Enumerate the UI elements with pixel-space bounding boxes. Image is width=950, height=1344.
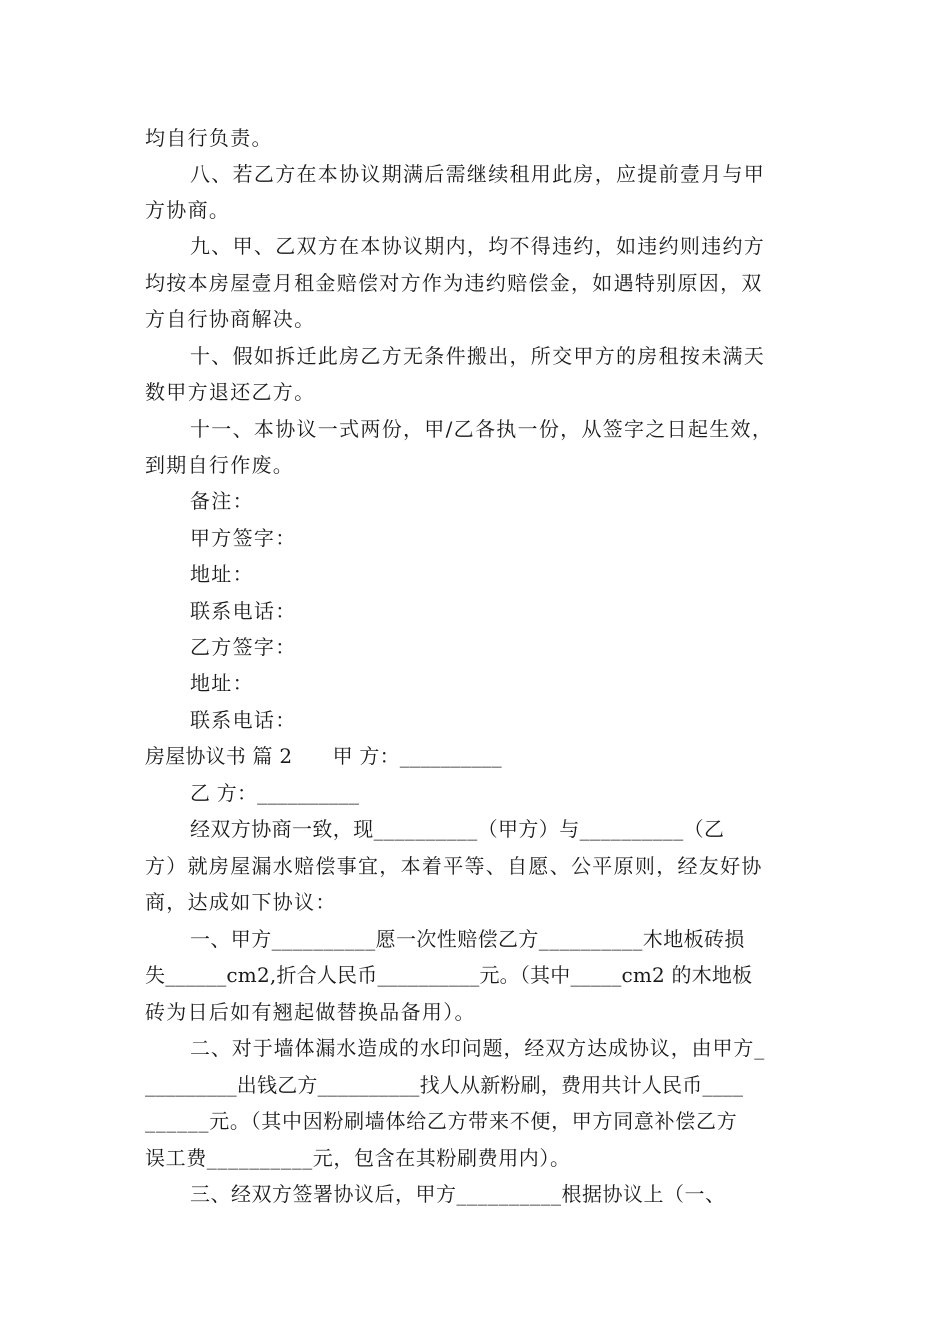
- text-line: ______元。（其中因粉刷墙体给乙方带来不便，甲方同意补偿乙方: [145, 1109, 738, 1133]
- text-line: 三、经双方签署协议后，甲方__________根据协议上（一、: [190, 1182, 726, 1206]
- text-line: 九、甲、乙双方在本协议期内，均不得违约，如违约则违约方: [190, 234, 766, 258]
- text-line: 数甲方退还乙方。: [145, 380, 316, 404]
- text-line: 砖为日后如有翘起做替换品备用）。: [145, 1000, 476, 1024]
- text-line: 均按本房屋壹月租金赔偿对方作为违约赔偿金，如遇特别原因，双: [145, 271, 763, 295]
- text-line: 方协商。: [145, 198, 231, 222]
- field-label-party-b-signature: 乙方签字：: [190, 635, 297, 659]
- text-line: 经双方协商一致，现__________（甲方）与__________（乙: [190, 817, 725, 841]
- field-label-phone: 联系电话：: [190, 599, 297, 623]
- text-line: 商，达成如下协议：: [145, 890, 337, 914]
- text-line: 十、假如拆迁此房乙方无条件搬出，所交甲方的房租按未满天: [190, 344, 766, 368]
- text-line: 误工费__________元，包含在其粉刷费用内）。: [145, 1146, 571, 1170]
- text-line: 方）就房屋漏水赔偿事宜，本着平等、自愿、公平原则，经友好协: [145, 854, 763, 878]
- text-line: 均自行负责。: [145, 126, 273, 150]
- text-line: 八、若乙方在本协议期满后需继续租用此房，应提前壹月与甲: [190, 162, 766, 186]
- text-line: _________出钱乙方__________找人从新粉刷，费用共计人民币____: [145, 1073, 744, 1097]
- text-line: 乙 方：__________: [190, 781, 360, 805]
- field-label-party-a-signature: 甲方签字：: [190, 526, 297, 550]
- section-heading: 房屋协议书 篇 2 甲 方：__________: [145, 744, 502, 768]
- field-label-address: 地址：: [190, 671, 254, 695]
- text-line: 到期自行作废。: [145, 453, 295, 477]
- field-label-notes: 备注：: [190, 489, 254, 513]
- text-line: 二、对于墙体漏水造成的水印问题，经双方达成协议，由甲方_: [190, 1036, 766, 1060]
- text-line: 方自行协商解决。: [145, 307, 316, 331]
- text-line: 十一、本协议一式两份，甲/乙各执一份，从签字之日起生效，: [190, 417, 774, 441]
- text-line: 失______cm2,折合人民币__________元。（其中_____cm2 的木地板: [145, 963, 753, 987]
- field-label-address: 地址：: [190, 562, 254, 586]
- text-line: 一、甲方__________愿一次性赔偿乙方__________木地板砖损: [190, 927, 745, 951]
- field-label-phone: 联系电话：: [190, 708, 297, 732]
